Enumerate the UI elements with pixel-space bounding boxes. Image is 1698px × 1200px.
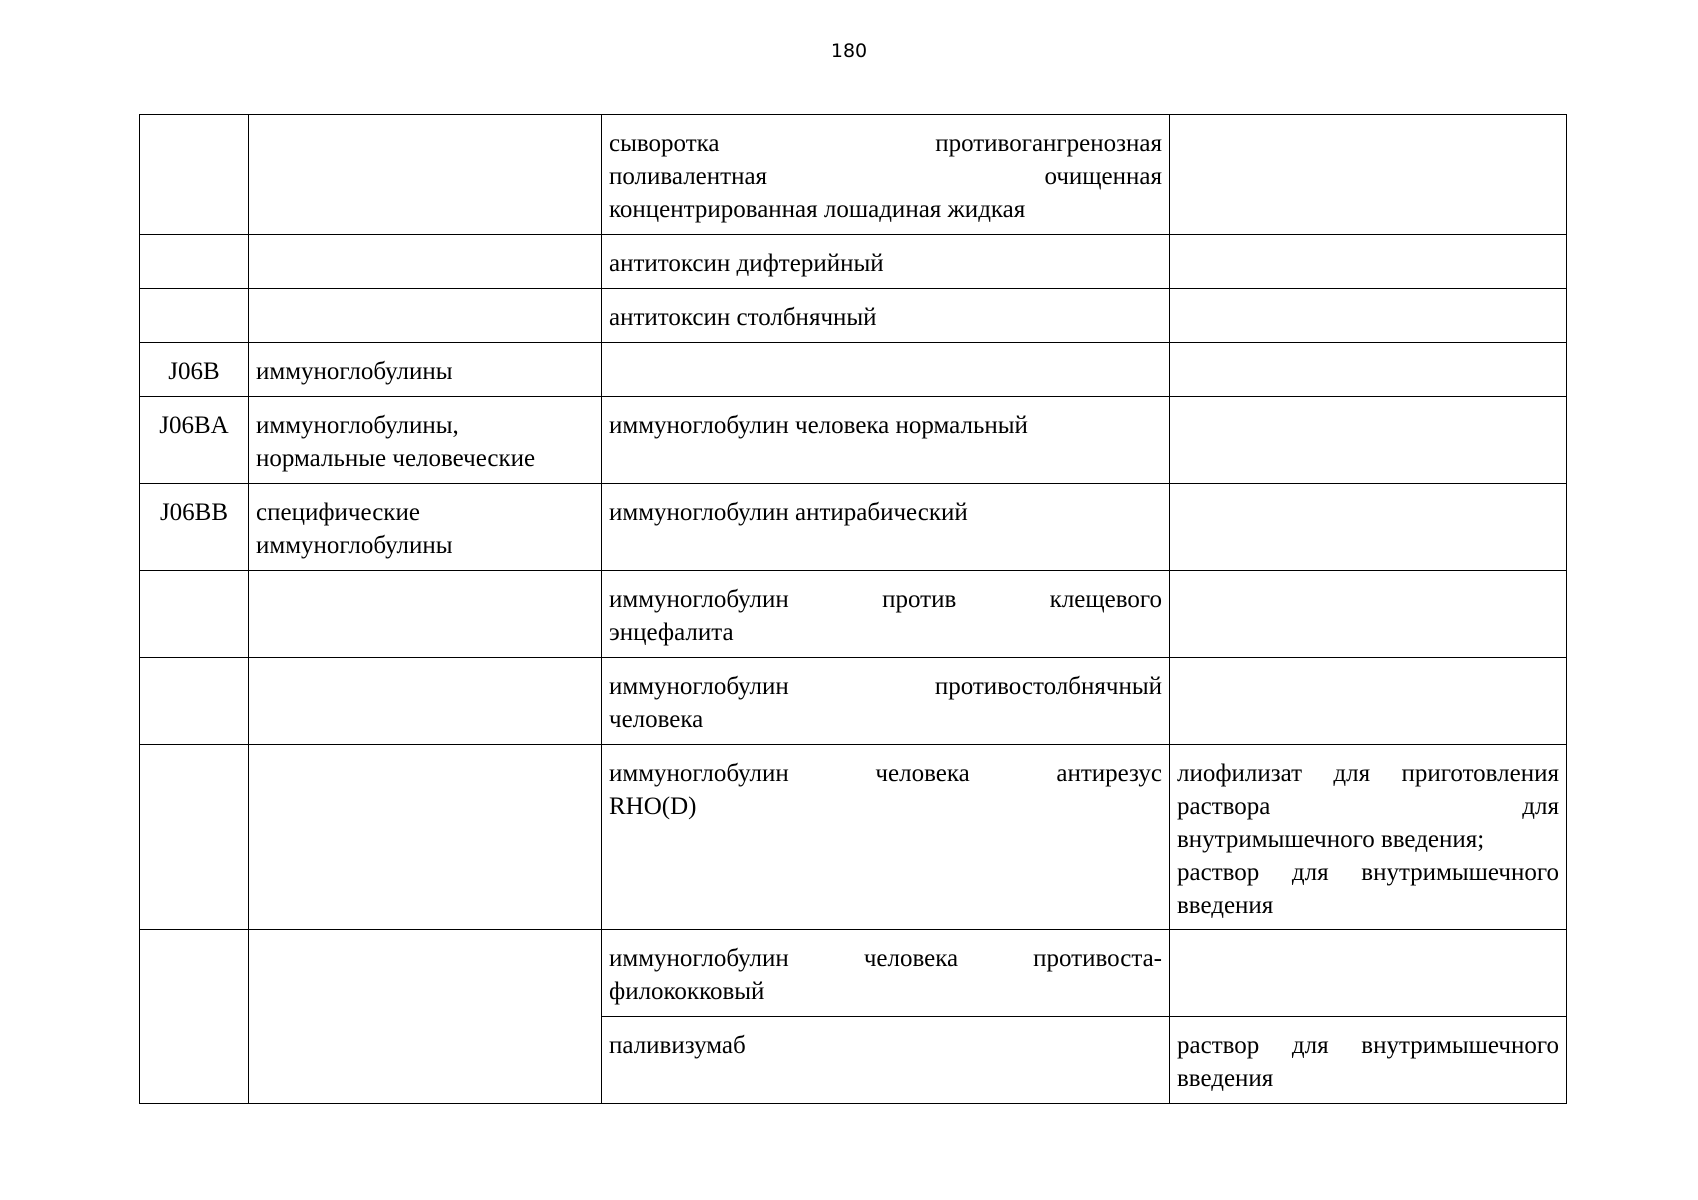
form-cell: [1170, 571, 1567, 658]
table-row: [140, 289, 1567, 343]
table-row: [140, 484, 1567, 571]
drug-cell: [602, 930, 1170, 1017]
atc-code-cell: [140, 289, 249, 343]
form-cell: [1170, 1017, 1567, 1104]
form-cell: [1170, 930, 1567, 1017]
group-cell: [249, 745, 602, 930]
drug-cell: [602, 115, 1170, 235]
group-cell: [249, 930, 602, 1104]
form-cell: [1170, 343, 1567, 397]
drug-cell: [602, 745, 1170, 930]
form-line: лиофилизат для приготовления: [1177, 760, 1559, 787]
drug-line: иммуноглобулин против клещевого: [609, 586, 1162, 613]
table-row: [140, 343, 1567, 397]
group-cell: специфические иммуноглобулины: [249, 484, 602, 571]
table-row: [140, 235, 1567, 289]
atc-code-cell: [140, 115, 249, 235]
group-cell: [249, 115, 602, 235]
table-row: [140, 930, 1567, 1017]
drug-line: иммуноглобулин противостолбнячный: [609, 673, 1162, 700]
form-line: раствор для внутримышечного: [1177, 859, 1559, 886]
drug-line: энцефалита: [609, 619, 734, 646]
drug-line: поливалентная очищенная: [609, 163, 1162, 190]
form-line: внутримышечного введения;: [1177, 826, 1485, 853]
group-cell: [249, 658, 602, 745]
drug-line: концентрированная лошадиная жидкая: [609, 196, 1026, 223]
form-cell: [1170, 658, 1567, 745]
atc-code-cell: [140, 930, 249, 1104]
form-line: введения: [1177, 1065, 1274, 1092]
drug-line: паливизумаб: [609, 1032, 746, 1059]
group-cell: иммуноглобулины: [249, 343, 602, 397]
form-cell: [1170, 745, 1567, 930]
form-cell: [1170, 484, 1567, 571]
drug-cell: [602, 658, 1170, 745]
form-line: раствора для: [1177, 793, 1559, 820]
drug-cell: [602, 397, 1170, 484]
group-cell: [249, 571, 602, 658]
drug-cell: [602, 1017, 1170, 1104]
drug-line: иммуноглобулин антирабический: [609, 499, 968, 526]
drug-cell: [602, 343, 1170, 397]
form-cell: [1170, 235, 1567, 289]
drug-cell: [602, 235, 1170, 289]
drug-line: филококковый: [609, 978, 765, 1005]
drug-cell: [602, 484, 1170, 571]
form-line: введения: [1177, 892, 1274, 919]
page-number: 180: [830, 40, 868, 62]
table-row: [140, 397, 1567, 484]
atc-code-cell: J06B: [140, 343, 249, 397]
drug-line: иммуноглобулин человека нормальный: [609, 412, 1028, 439]
atc-code-cell: [140, 571, 249, 658]
drug-line: сыворотка противогангренозная: [609, 130, 1162, 157]
table-row: [140, 745, 1567, 930]
group-cell: иммуноглобулины, нормальные человеческие: [249, 397, 602, 484]
drug-line: иммуноглобулин человека антирезус: [609, 760, 1162, 787]
table-row: [140, 571, 1567, 658]
drug-line: человека: [609, 706, 704, 733]
form-line: раствор для внутримышечного: [1177, 1032, 1559, 1059]
drug-line: антитоксин дифтерийный: [609, 250, 884, 277]
form-cell: [1170, 115, 1567, 235]
atc-code-cell: [140, 658, 249, 745]
atc-code-cell: [140, 235, 249, 289]
drug-table: [139, 114, 1567, 1104]
atc-code-cell: [140, 745, 249, 930]
group-cell: [249, 235, 602, 289]
drug-line: RHO(D): [609, 793, 697, 820]
atc-code-cell: J06BA: [140, 397, 249, 484]
atc-code-cell: J06BB: [140, 484, 249, 571]
drug-line: иммуноглобулин человека противоста-: [609, 945, 1162, 972]
group-cell: [249, 289, 602, 343]
drug-cell: [602, 289, 1170, 343]
form-cell: [1170, 289, 1567, 343]
table-row: [140, 658, 1567, 745]
drug-cell: [602, 571, 1170, 658]
drug-line: антитоксин столбнячный: [609, 304, 877, 331]
table-row: [140, 115, 1567, 235]
form-cell: [1170, 397, 1567, 484]
